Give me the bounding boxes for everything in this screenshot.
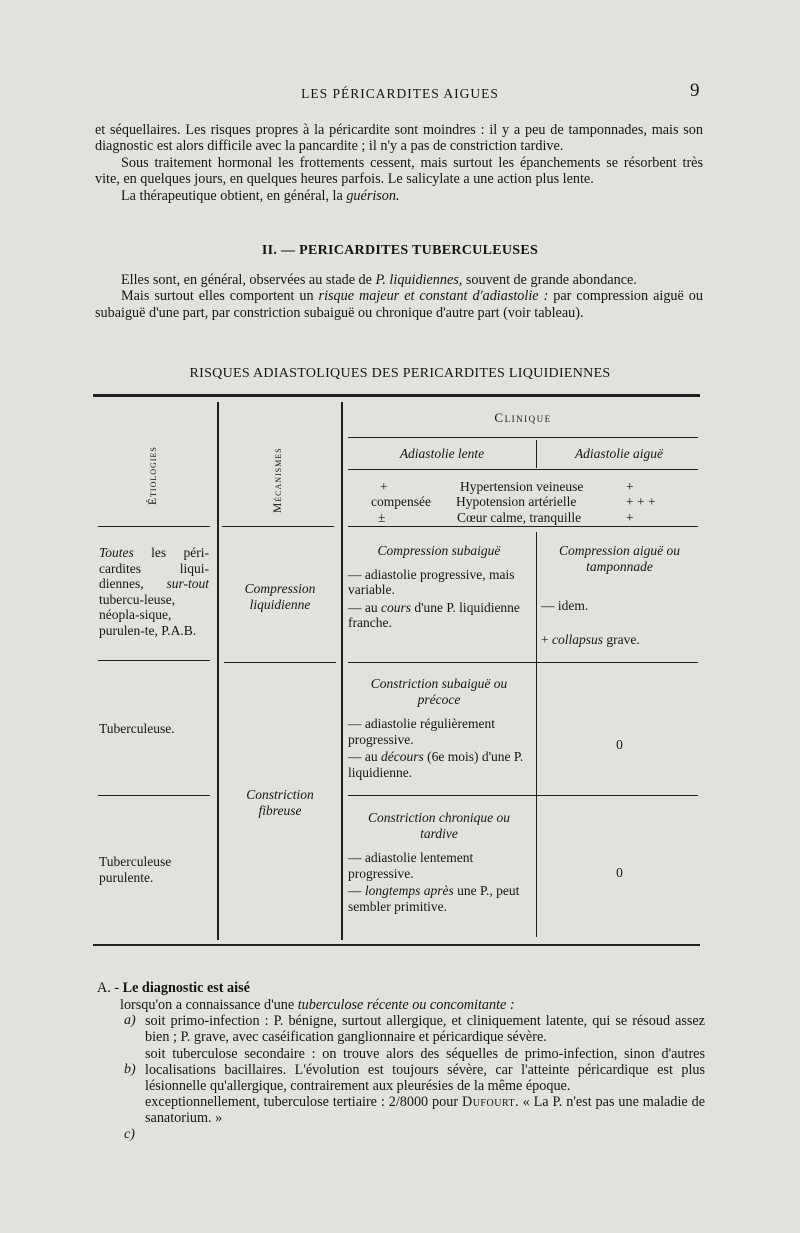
- legend-r2-right: + + +: [626, 494, 656, 509]
- page-number: 9: [690, 80, 700, 101]
- running-title: LES PÉRICARDITES AIGUES: [301, 86, 499, 101]
- clinique-rule: [348, 437, 698, 438]
- table-bottom-rule: [93, 944, 700, 946]
- diagnosis-label-c: c): [124, 1127, 135, 1142]
- diagnosis-c-author: Dufourt: [461, 1094, 516, 1111]
- row3-lente-2c: une P., peut sembler primitive.: [348, 883, 520, 914]
- table-top-rule: [93, 394, 700, 397]
- legend-r1-right: +: [626, 479, 634, 494]
- section-p1-b: P. liquidiennes,: [375, 272, 463, 288]
- row1-aigue-line1: — idem.: [541, 598, 589, 613]
- section-text: [95, 272, 703, 321]
- intro-paragraph-3: [95, 188, 703, 204]
- diagnosis-body: [120, 997, 705, 1127]
- diagnosis-heading: [97, 980, 250, 997]
- diagnosis-lead-a: lorsqu'on a connaissance d'une: [120, 997, 298, 1013]
- row2-rule-clin: [348, 795, 698, 796]
- header-rule-clin: [348, 526, 698, 527]
- subheader-divider: [536, 440, 537, 468]
- legend-r1-text: Hypertension veineuse: [460, 479, 584, 494]
- row3-lente-2b: longtemps après: [364, 883, 454, 898]
- section-p2-c: par compression aiguë ou subaiguë d'une part, par constriction subaiguë ou chronique d'autre part (voir tableau).: [95, 288, 703, 321]
- row3-aigue: 0: [616, 865, 623, 880]
- row1-lente-line2: [348, 600, 530, 631]
- legend-r2-text: Hypotension artérielle: [456, 494, 577, 509]
- row1-lente-2c: d'une P. liquidienne franche.: [348, 599, 520, 630]
- intro-text: [95, 122, 703, 204]
- row3-lente-line1: — adiastolie lentement progressive.: [348, 850, 474, 881]
- row3-lente-title: Constriction chronique ou tardive: [368, 810, 510, 841]
- header-etiologies: Étiologies: [147, 446, 159, 505]
- row2-lente-line2: [348, 749, 530, 780]
- legend-r1-sym: +: [380, 479, 388, 494]
- row3-lente-line2: [348, 883, 530, 914]
- section-paragraph-1: [95, 272, 703, 288]
- row3-lente: [348, 810, 530, 914]
- section-p2-b: risque majeur et constant d'adiastolie :: [318, 288, 549, 305]
- section-p1-a: Elles sont, en général, observées au stade de: [121, 272, 376, 288]
- legend-r2-left: compensée: [371, 494, 431, 509]
- row2-etiology: Tuberculeuse.: [99, 721, 175, 736]
- intro-paragraph-1: et séquellaires. Les risques propres à la péricardite sont moindres : il y a peu de tamponnades, mais son diagnostic est alors difficile avec la pancardite ; il n'y a pas de constriction tardive.: [95, 122, 703, 155]
- row3-lente-2a: —: [348, 883, 365, 898]
- row1-etio-a: Toutes: [99, 545, 134, 560]
- row1-rule-mech: [224, 662, 336, 663]
- row1-aigue-2b: collapsus: [552, 631, 604, 647]
- header-rule-mech: [222, 526, 334, 527]
- row1-lente: [348, 543, 530, 631]
- row1-aigue-title: Compression aiguë ou tamponnade: [559, 543, 680, 574]
- diagnosis-c-a: exceptionnellement, tuberculose tertiaire : 2/8000 pour: [145, 1094, 462, 1111]
- legend-r3-text: Cœur calme, tranquille: [457, 510, 582, 525]
- table-vline-2: [341, 402, 343, 940]
- legend-r3-right: +: [626, 510, 634, 525]
- diagnosis-heading-label: A. -: [97, 980, 123, 996]
- diagnosis-heading-text: Le diagnostic est aisé: [122, 980, 250, 996]
- diagnosis-item-a: soit primo-infection : P. bénigne, surtout allergique, et cliniquement latente, qui se résoud assez bien ; P. grave, avec caséification ganglionnaire et péricardique sévère.: [145, 1013, 705, 1046]
- row1-rule-clin: [348, 662, 698, 663]
- row1-mechanism: Compression liquidienne: [244, 581, 316, 612]
- header-rule-etio: [98, 526, 210, 527]
- row1-rule-etio: [98, 660, 210, 661]
- mechanism-fibrous: Constriction fibreuse: [246, 787, 314, 818]
- row2-lente-title: Constriction subaiguë ou précoce: [370, 676, 508, 707]
- legend-r3-sym: ±: [378, 510, 386, 525]
- row2-lente-line1: — adiastolie régulièrement progressive.: [348, 716, 495, 747]
- section-p1-c: souvent de grande abondance.: [462, 272, 637, 288]
- section-title: II. — PERICARDITES TUBERCULEUSES: [261, 243, 539, 258]
- subheader-aigue: Adiastolie aiguë: [574, 446, 664, 461]
- diagnosis-item-c: [120, 1094, 705, 1126]
- table-vline-3: [536, 532, 537, 937]
- intro-p3-text: La thérapeutique obtient, en général, la: [121, 187, 347, 204]
- row1-lente-title: Compression subaiguë: [377, 543, 501, 558]
- section-p2-a: Mais surtout elles comportent un: [121, 288, 319, 305]
- subheader-rule: [348, 469, 698, 470]
- section-paragraph-2: [95, 288, 703, 321]
- intro-p3-emphasis: guérison.: [346, 187, 400, 204]
- table-title: RISQUES ADIASTOLIQUES DES PERICARDITES LIQUIDIENNES: [189, 366, 611, 381]
- row1-etio-b: les péri-cardites liqui-diennes,: [99, 545, 209, 591]
- row2-lente-2a: — au: [348, 749, 381, 764]
- row1-lente-2a: — au: [348, 599, 381, 615]
- row1-aigue-line2: [541, 632, 698, 648]
- diagnosis-item-b: soit tuberculose secondaire : on trouve alors des séquelles de primo-infection, sinon d'autres localisations bacillaires. L'évolution est toujours sévère, car l'atteinte péricardique est plus lésionnelle qu'allergique, contrairement aux pleurésies de la même époque.: [145, 1045, 705, 1095]
- row1-etio-d: tubercu-leuse, néopla-sique, purulen-te, P.A.B.: [99, 591, 197, 638]
- row2-aigue: 0: [616, 737, 623, 752]
- diagnosis-label-b: b): [124, 1062, 136, 1077]
- row2-lente-2c: (6e mois) d'une P. liquidienne.: [348, 749, 524, 780]
- header-clinique: Clinique: [494, 410, 552, 425]
- row1-aigue: [541, 543, 698, 647]
- row1-etiology: [99, 545, 209, 638]
- row1-aigue-2c: grave.: [603, 631, 640, 647]
- diagnosis-lead-b: tuberculose récente ou concomitante :: [297, 997, 515, 1013]
- diagnosis-lead: [120, 997, 705, 1013]
- row1-aigue-2a: +: [541, 631, 552, 647]
- header-mecanismes: Mécanismes: [272, 447, 284, 513]
- subheader-lente: Adiastolie lente: [399, 446, 485, 461]
- row1-lente-2b: cours: [381, 599, 411, 615]
- intro-paragraph-2: Sous traitement hormonal les frottements cessent, mais surtout les épanchements se résorbent très vite, en quelques jours, en quelques heures parfois. Le salicylate a une action plus lente.: [95, 154, 703, 188]
- diagnosis-label-a: a): [124, 1013, 136, 1028]
- diagnosis-c-c: . « La P. n'est pas une maladie de sanatorium. »: [145, 1094, 705, 1127]
- row2-lente-2b: décours: [381, 749, 424, 764]
- row2-rule-etio: [98, 795, 210, 796]
- row1-etio-c: sur-tout: [166, 576, 209, 591]
- table-vline-1: [217, 402, 219, 940]
- row3-etiology: Tuberculeuse purulente.: [99, 854, 172, 885]
- row1-lente-line1: — adiastolie progressive, mais variable.: [348, 566, 515, 597]
- row2-lente: [348, 676, 530, 780]
